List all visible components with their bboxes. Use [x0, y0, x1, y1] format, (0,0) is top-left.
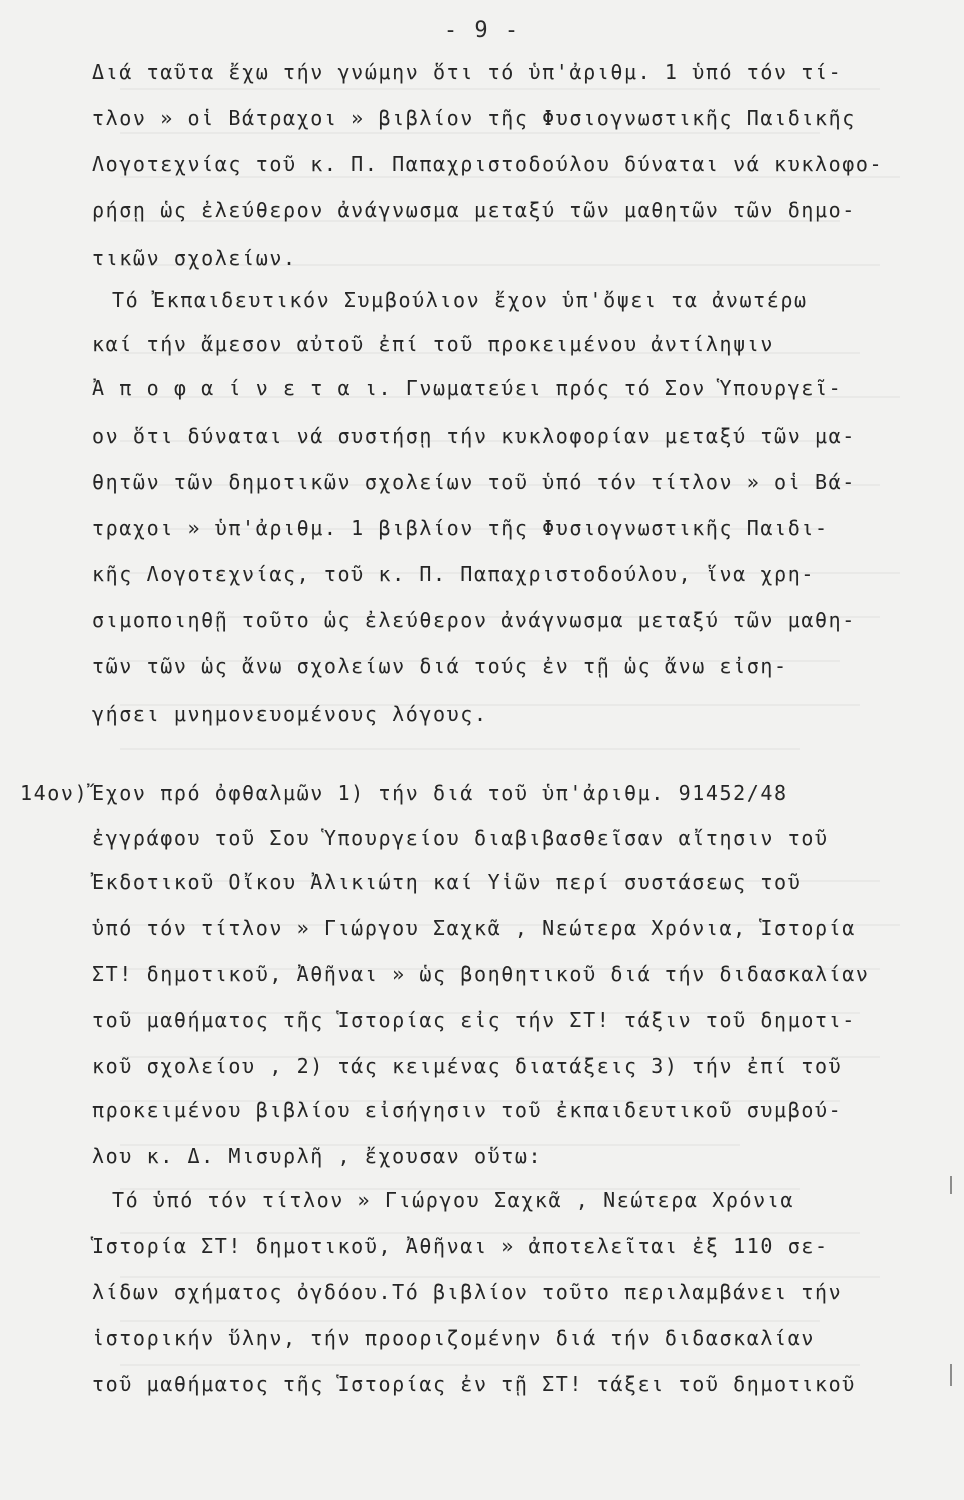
text-line: κῆς Λογοτεχνίας, τοῦ κ. Π. Παπαχριστοδούλου, ἵνα χρη-: [92, 562, 815, 586]
text-line: γήσει μνημονευομένους λόγους.: [92, 702, 488, 726]
text-line: λου κ. Δ. Μισυρλῆ , ἔχουσαν οὕτω:: [92, 1144, 543, 1168]
text-line: Τό Ἐκπαιδευτικόν Συμβούλιον ἔχον ὑπ'ὄψει τα ἀνωτέρω: [112, 288, 808, 312]
item-number: 14ον): [20, 781, 89, 805]
text-line: ον ὅτι δύναται νά συστήσῃ τήν κυκλοφορίαν μεταξύ τῶν μα-: [92, 424, 856, 448]
text-line: ΣΤ! δημοτικοῦ, Ἀθῆναι » ὡς βοηθητικοῦ διά τήν διδασκαλίαν: [92, 962, 870, 986]
text-line: προκειμένου βιβλίου εἰσήγησιν τοῦ ἐκπαιδευτικοῦ συμβού-: [92, 1098, 843, 1122]
margin-mark: [950, 1364, 952, 1386]
text-line: Διά ταῦτα ἔχω τήν γνώμην ὅτι τό ὑπ'ἀριθμ. 1 ὑπό τόν τί-: [92, 60, 843, 84]
text-line: τῶν τῶν ὡς ἄνω σχολείων διά τούς ἐν τῇ ὡς ἄνω εἰση-: [92, 654, 788, 678]
text-line: Λογοτεχνίας τοῦ κ. Π. Παπαχριστοδούλου δύναται νά κυκλοφο-: [92, 152, 884, 176]
text-line: λίδων σχήματος ὀγδόου.Τό βιβλίον τοῦτο περιλαμβάνει τήν: [92, 1280, 843, 1304]
text-line: τοῦ μαθήματος τῆς Ἱστορίας ἐν τῇ ΣΤ! τάξει τοῦ δημοτικοῦ: [92, 1372, 856, 1396]
text-line: καί τήν ἄμεσον αὐτοῦ ἐπί τοῦ προκειμένου ἀντίληψιν: [92, 332, 775, 356]
text-line: Ἱστορία ΣΤ! δημοτικοῦ, Ἀθῆναι » ἀποτελεῖται ἐξ 110 σε-: [92, 1234, 829, 1258]
text-line: Ἔχον πρό ὀφθαλμῶν 1) τήν διά τοῦ ὑπ'ἀριθμ. 91452/48: [92, 781, 788, 805]
text-line: τραχοι » ὑπ'ἀριθμ. 1 βιβλίον τῆς Φυσιογνωστικῆς Παιδι-: [92, 516, 829, 540]
text-line: Ἐκδοτικοῦ Οἴκου Ἀλικιώτη καί Υἱῶν περί συστάσεως τοῦ: [92, 870, 802, 894]
text-line: ὑπό τόν τίτλον » Γιώργου Σαχκᾶ , Νεώτερα Χρόνια, Ἱστορία: [92, 916, 856, 940]
text-line: τλον » οἱ Βάτραχοι » βιβλίον τῆς Φυσιογνωστικῆς Παιδικῆς: [92, 106, 856, 130]
margin-mark: [950, 1176, 952, 1194]
text-line: κοῦ σχολείου , 2) τάς κειμένας διατάξεις 3) τήν ἐπί τοῦ: [92, 1054, 843, 1078]
text-line: ἱστορικήν ὕλην, τήν προοριζομένην διά τήν διδασκαλίαν: [92, 1326, 815, 1350]
text-line: Τό ὑπό τόν τίτλον » Γιώργου Σαχκᾶ , Νεώτερα Χρόνια: [112, 1188, 795, 1212]
text-line: τοῦ μαθήματος τῆς Ἱστορίας εἰς τήν ΣΤ! τάξιν τοῦ δημοτι-: [92, 1008, 856, 1032]
text-line: Ἀ π ο φ α ί ν ε τ α ι. Γνωματεύει πρός τό Σον Ὑπουργεῖ-: [92, 376, 843, 400]
page-number: - 9 -: [443, 18, 521, 43]
text-line: θητῶν τῶν δημοτικῶν σχολείων τοῦ ὑπό τόν τίτλον » οἱ Βά-: [92, 470, 856, 494]
text-line: ἐγγράφου τοῦ Σου Ὑπουργείου διαβιβασθεῖσαν αἴτησιν τοῦ: [92, 826, 829, 850]
text-line: ρήσῃ ὡς ἐλεύθερον ἀνάγνωσμα μεταξύ τῶν μαθητῶν τῶν δημο-: [92, 198, 856, 222]
text-line: σιμοποιηθῇ τοῦτο ὡς ἐλεύθερον ἀνάγνωσμα μεταξύ τῶν μαθη-: [92, 608, 856, 632]
text-line: τικῶν σχολείων.: [92, 246, 297, 270]
